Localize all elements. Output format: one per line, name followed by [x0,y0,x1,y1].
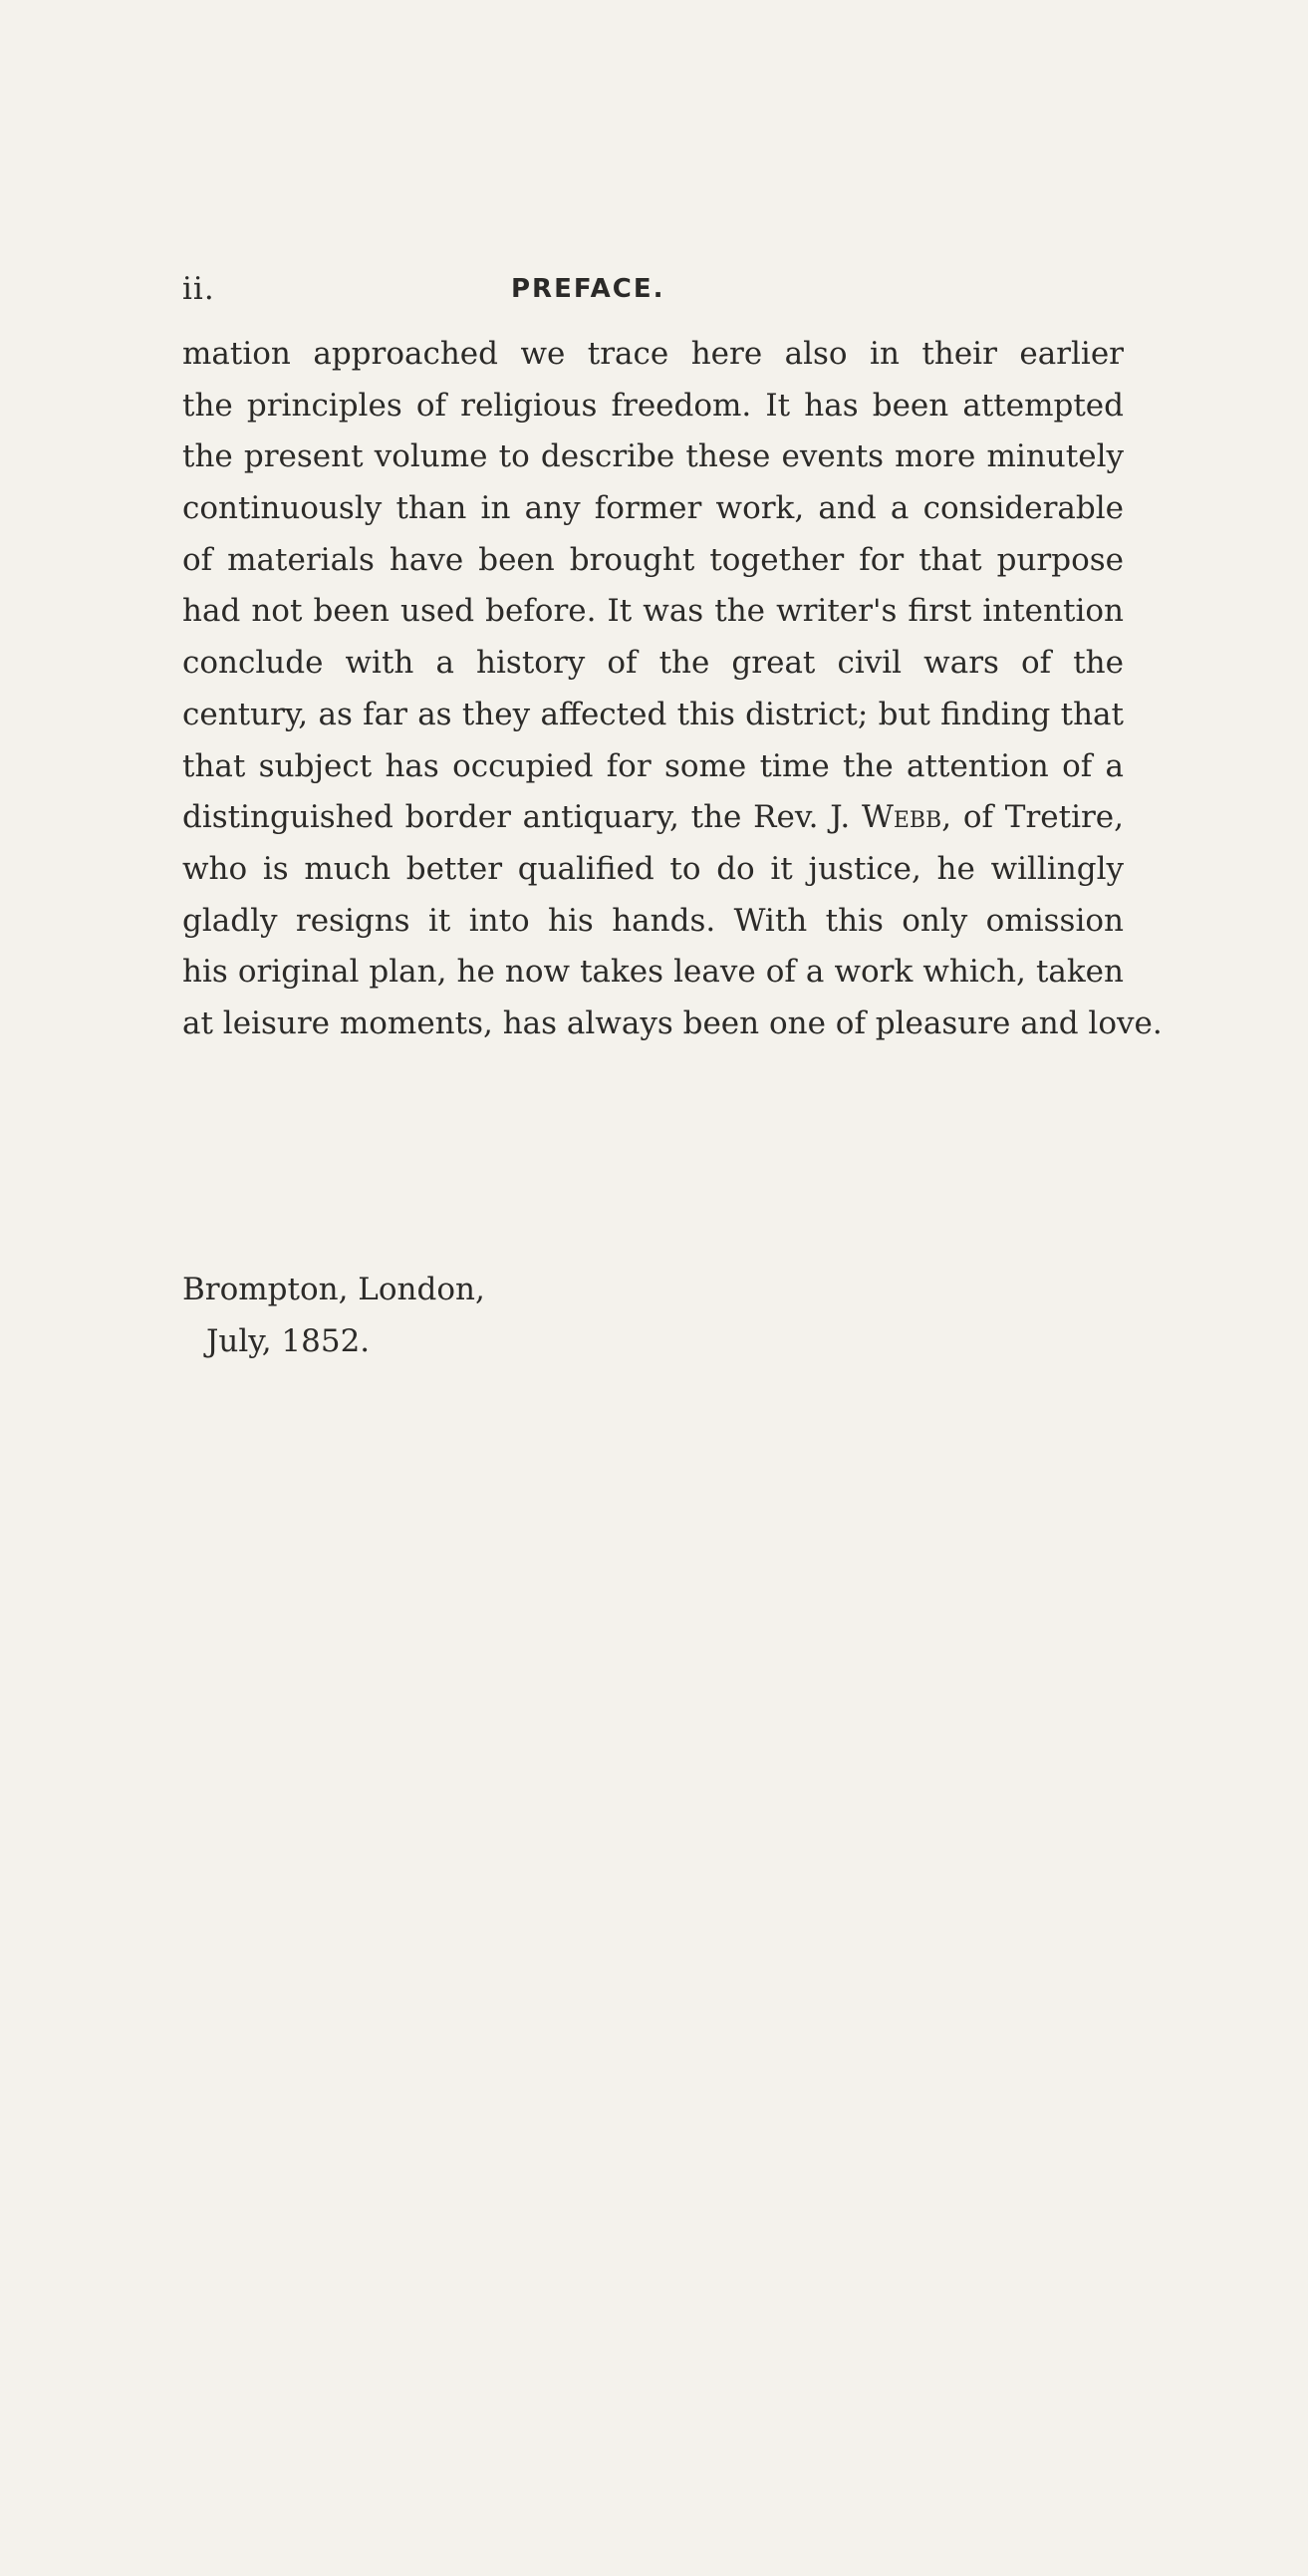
text-line: mation approached we trace here also in their earlier [182,336,1124,372]
text-line: the present volume to describe these events more minutely [182,438,1124,475]
preface-text [182,329,1163,1050]
text-line: had not been used before. It was the writer's first intention [182,593,1124,630]
text-line: of materials have been brought together for that purpose [182,541,1124,578]
signoff [182,1264,780,1367]
text-line: century, as far as they affected this district; but finding that [182,696,1124,732]
author-name: Webb [861,799,942,836]
text-line: his original plan, he now takes leave of a work which, taken [182,954,1124,991]
page-header [182,271,1079,311]
signoff-place: Brompton, London, [182,1272,485,1307]
text-line: gladly resigns it into his hands. With this only omission [182,902,1124,939]
text-line: who is much better qualified to do it justice, he willingly [182,850,1124,887]
text-line: conclude with a history of the great civil wars of the [182,645,1124,682]
text-line-last: at leisure moments, has always been one of pleasure and love. [182,1004,1163,1041]
text-segment: distinguished border antiquary, the Rev. J. [182,799,862,836]
text-line: the principles of religious freedom. It has been attempted [182,387,1124,424]
text-segment: , of Tretire, [941,799,1124,836]
page-number: ii. [182,271,215,307]
text-line: continuously than in any former work, and a considerable [182,490,1124,527]
signoff-date: July, 1852. [206,1323,371,1359]
text-line-with-name [182,792,1124,844]
running-head: PREFACE. [511,274,665,304]
text-line: that subject has occupied for some time the attention of a [182,747,1124,784]
